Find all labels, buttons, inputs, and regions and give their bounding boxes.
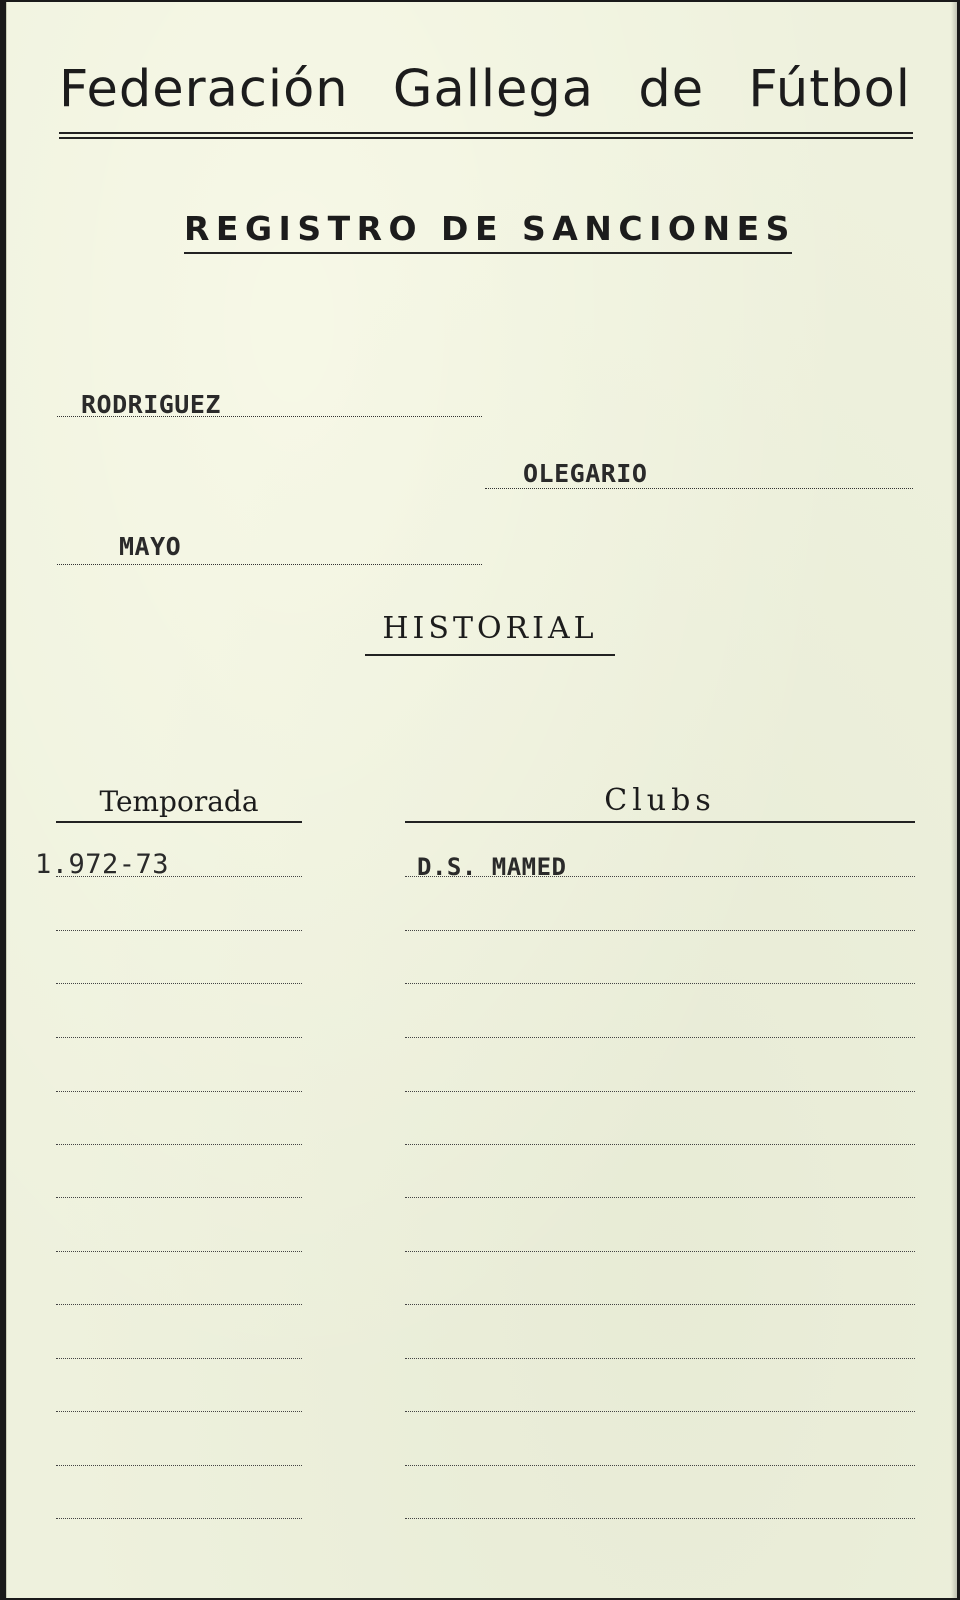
- federation-title-word: Fútbol: [748, 60, 911, 119]
- surname-value: RODRIGUEZ: [81, 390, 221, 419]
- season-row-line: [56, 1144, 302, 1145]
- season-row-line: [56, 1037, 302, 1038]
- club-row-line: [405, 1144, 915, 1145]
- season-row-line: [56, 1304, 302, 1305]
- clubs-column-rule: [405, 821, 915, 823]
- season-row-line: [56, 983, 302, 984]
- club-row-line: [405, 876, 915, 877]
- federation-title-word: Gallega: [392, 60, 595, 119]
- season-row-line: [56, 1411, 302, 1412]
- season-entry: 1.972-73: [35, 849, 170, 880]
- surname-line: [57, 416, 482, 417]
- season-row-line: [56, 1518, 302, 1519]
- federation-title-word: Federación: [59, 60, 349, 119]
- club-row-line: [405, 1411, 915, 1412]
- club-row-line: [405, 983, 915, 984]
- club-row-line: [405, 1091, 915, 1092]
- club-row-line: [405, 1465, 915, 1466]
- season-row-line: [56, 1091, 302, 1092]
- season-row-line: [56, 1251, 302, 1252]
- season-row-line: [56, 876, 302, 877]
- season-column-header: Temporada: [99, 785, 259, 818]
- season-row-line: [56, 930, 302, 931]
- club-entry: D.S. MAMED: [417, 853, 567, 881]
- federation-title-word: de: [638, 60, 705, 119]
- club-row-line: [405, 1304, 915, 1305]
- sanction-record-card: [6, 2, 957, 1598]
- given-name-line: [485, 488, 913, 489]
- clubs-column-header: Clubs: [604, 783, 716, 818]
- given-name-value: OLEGARIO: [523, 459, 648, 488]
- season-row-line: [56, 1358, 302, 1359]
- club-row-line: [405, 1358, 915, 1359]
- title-double-rule: [59, 132, 913, 139]
- season-row-line: [56, 1197, 302, 1198]
- second-surname-line: [57, 564, 482, 565]
- card-edge-shadow: [951, 2, 957, 1598]
- season-column-rule: [56, 821, 302, 823]
- club-row-line: [405, 1251, 915, 1252]
- club-row-line: [405, 930, 915, 931]
- club-row-line: [405, 1037, 915, 1038]
- history-heading: HISTORIAL: [382, 611, 598, 646]
- season-row-line: [56, 1465, 302, 1466]
- second-surname-value: MAYO: [119, 532, 182, 561]
- document-subtitle: REGISTRO DE SANCIONES: [184, 209, 796, 248]
- club-row-line: [405, 1197, 915, 1198]
- subtitle-underline: [184, 252, 792, 254]
- club-row-line: [405, 1518, 915, 1519]
- history-heading-underline: [365, 654, 615, 656]
- federation-title: [59, 60, 911, 119]
